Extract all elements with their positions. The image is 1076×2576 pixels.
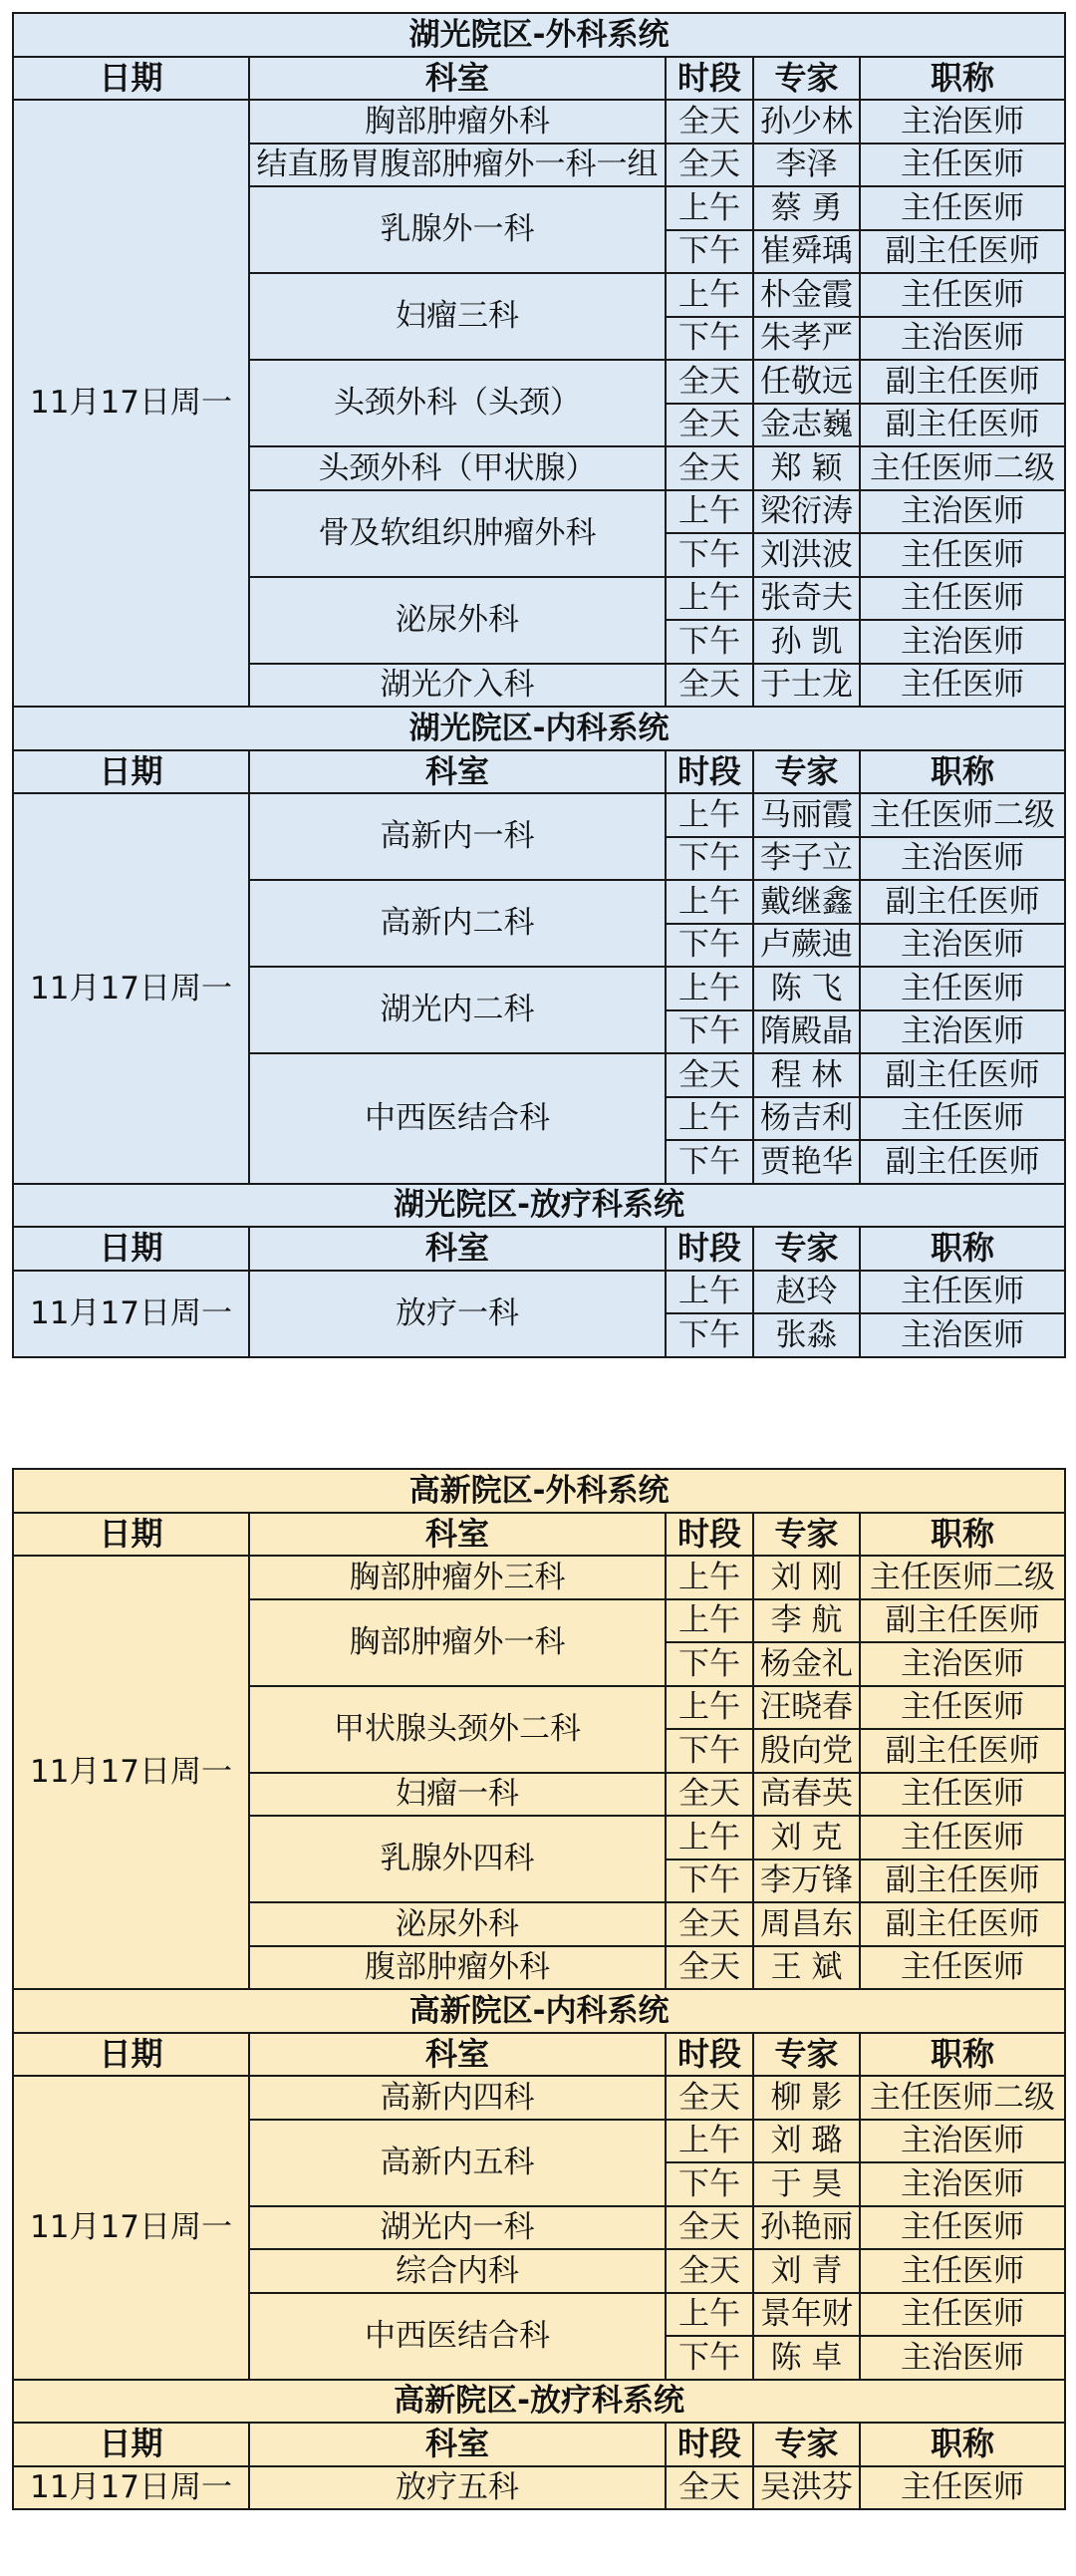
- date-cell: 11月17日周一: [13, 1556, 249, 1989]
- title-cell: 主任医师: [860, 273, 1065, 317]
- expert-cell: 程 林: [753, 1053, 860, 1097]
- period-cell: 上午: [666, 1816, 753, 1860]
- period-cell: 全天: [666, 2206, 753, 2250]
- title-cell: 主任医师: [860, 1271, 1065, 1314]
- column-header: 职称: [860, 2033, 1065, 2077]
- period-cell: 上午: [666, 2120, 753, 2163]
- period-cell: 全天: [666, 664, 753, 708]
- section-title-row: [13, 2380, 1065, 2424]
- expert-cell: 陈 飞: [753, 967, 860, 1010]
- date-cell: 11月17日周一: [13, 2466, 249, 2510]
- date-cell: 11月17日周一: [13, 2076, 249, 2380]
- period-cell: 上午: [666, 1599, 753, 1643]
- department-cell: 结直肠胃腹部肿瘤外一科一组: [249, 143, 666, 187]
- column-header: 专家: [753, 2423, 860, 2466]
- department-cell: 湖光内一科: [249, 2206, 666, 2250]
- department-cell: 胸部肿瘤外一科: [249, 1599, 666, 1686]
- department-cell: 头颈外科（甲状腺）: [249, 446, 666, 490]
- huguang-schedule-table: [12, 12, 1066, 1358]
- department-cell: 高新内一科: [249, 793, 666, 880]
- period-cell: 下午: [666, 2162, 753, 2206]
- department-cell: 放疗一科: [249, 1271, 666, 1357]
- table-header-row: [13, 2423, 1065, 2466]
- title-cell: 主任医师二级: [860, 2076, 1065, 2120]
- title-cell: 副主任医师: [860, 1860, 1065, 1903]
- column-header: 科室: [249, 750, 666, 794]
- section-title-row: [13, 1989, 1065, 2033]
- title-cell: 主治医师: [860, 490, 1065, 534]
- department-cell: 妇瘤一科: [249, 1773, 666, 1817]
- title-cell: 主任医师: [860, 1686, 1065, 1730]
- department-cell: 骨及软组织肿瘤外科: [249, 490, 666, 577]
- column-header: 科室: [249, 1513, 666, 1557]
- section-title: 湖光院区-放疗科系统: [13, 1184, 1065, 1228]
- column-header: 日期: [13, 1513, 249, 1557]
- expert-cell: 崔舜瑀: [753, 230, 860, 274]
- section-title: 湖光院区-内科系统: [13, 707, 1065, 750]
- column-header: 时段: [666, 2423, 753, 2466]
- expert-cell: 孙艳丽: [753, 2206, 860, 2250]
- title-cell: 主任医师: [860, 967, 1065, 1010]
- column-header: 专家: [753, 57, 860, 101]
- column-header: 科室: [249, 1227, 666, 1271]
- title-cell: 主任医师: [860, 577, 1065, 621]
- expert-cell: 李子立: [753, 837, 860, 881]
- expert-cell: 李万锋: [753, 1860, 860, 1903]
- expert-cell: 刘 刚: [753, 1556, 860, 1599]
- column-header: 日期: [13, 1227, 249, 1271]
- department-cell: 综合内科: [249, 2249, 666, 2293]
- expert-cell: 刘洪波: [753, 533, 860, 577]
- column-header: 职称: [860, 750, 1065, 794]
- gaoxin-campus-schedule: [12, 1468, 1064, 2510]
- title-cell: 副主任医师: [860, 1729, 1065, 1773]
- title-cell: 副主任医师: [860, 404, 1065, 447]
- expert-cell: 杨吉利: [753, 1097, 860, 1141]
- title-cell: 主任医师二级: [860, 793, 1065, 837]
- period-cell: 上午: [666, 967, 753, 1010]
- expert-cell: 隋殿晶: [753, 1010, 860, 1054]
- expert-cell: 张淼: [753, 1313, 860, 1357]
- department-cell: 胸部肿瘤外三科: [249, 1556, 666, 1599]
- period-cell: 全天: [666, 1773, 753, 1817]
- section-title: 高新院区-内科系统: [13, 1989, 1065, 2033]
- section-title: 高新院区-放疗科系统: [13, 2380, 1065, 2424]
- period-cell: 下午: [666, 924, 753, 968]
- expert-cell: 梁衍涛: [753, 490, 860, 534]
- department-cell: 妇瘤三科: [249, 273, 666, 360]
- title-cell: 主治医师: [860, 1642, 1065, 1686]
- table-row: [13, 2076, 1065, 2120]
- expert-cell: 朱孝严: [753, 317, 860, 361]
- title-cell: 主治医师: [860, 317, 1065, 361]
- title-cell: 主任医师二级: [860, 1556, 1065, 1599]
- table-header-row: [13, 1227, 1065, 1271]
- title-cell: 主任医师: [860, 2249, 1065, 2293]
- title-cell: 主任医师: [860, 2206, 1065, 2250]
- section-title-row: [13, 13, 1065, 57]
- title-cell: 主治医师: [860, 1313, 1065, 1357]
- period-cell: 下午: [666, 2336, 753, 2380]
- department-cell: 放疗五科: [249, 2466, 666, 2510]
- period-cell: 全天: [666, 1946, 753, 1990]
- period-cell: 下午: [666, 1642, 753, 1686]
- expert-cell: 戴继鑫: [753, 880, 860, 924]
- date-cell: 11月17日周一: [13, 100, 249, 707]
- section-title: 湖光院区-外科系统: [13, 13, 1065, 57]
- period-cell: 下午: [666, 1010, 753, 1054]
- title-cell: 副主任医师: [860, 230, 1065, 274]
- expert-cell: 蔡 勇: [753, 186, 860, 230]
- period-cell: 下午: [666, 837, 753, 881]
- expert-cell: 吴洪芬: [753, 2466, 860, 2510]
- expert-cell: 孙 凯: [753, 620, 860, 664]
- expert-cell: 赵玲: [753, 1271, 860, 1314]
- period-cell: 下午: [666, 620, 753, 664]
- table-row: [13, 100, 1065, 143]
- column-header: 时段: [666, 750, 753, 794]
- column-header: 科室: [249, 2423, 666, 2466]
- title-cell: 主任医师: [860, 186, 1065, 230]
- period-cell: 全天: [666, 1053, 753, 1097]
- column-header: 日期: [13, 57, 249, 101]
- column-header: 职称: [860, 57, 1065, 101]
- expert-cell: 于 昊: [753, 2162, 860, 2206]
- period-cell: 全天: [666, 446, 753, 490]
- column-header: 专家: [753, 1227, 860, 1271]
- title-cell: 主任医师: [860, 2293, 1065, 2337]
- table-header-row: [13, 1513, 1065, 1557]
- department-cell: 泌尿外科: [249, 577, 666, 664]
- department-cell: 泌尿外科: [249, 1902, 666, 1946]
- table-row: [13, 1556, 1065, 1599]
- department-cell: 高新内四科: [249, 2076, 666, 2120]
- title-cell: 主治医师: [860, 100, 1065, 143]
- date-cell: 11月17日周一: [13, 1271, 249, 1357]
- date-cell: 11月17日周一: [13, 793, 249, 1184]
- period-cell: 全天: [666, 360, 753, 404]
- expert-cell: 王 斌: [753, 1946, 860, 1990]
- title-cell: 主治医师: [860, 2162, 1065, 2206]
- department-cell: 高新内五科: [249, 2120, 666, 2206]
- expert-cell: 柳 影: [753, 2076, 860, 2120]
- period-cell: 下午: [666, 230, 753, 274]
- expert-cell: 李泽: [753, 143, 860, 187]
- period-cell: 上午: [666, 2293, 753, 2337]
- column-header: 专家: [753, 2033, 860, 2077]
- period-cell: 上午: [666, 793, 753, 837]
- period-cell: 全天: [666, 404, 753, 447]
- section-title: 高新院区-外科系统: [13, 1469, 1065, 1513]
- period-cell: 下午: [666, 533, 753, 577]
- huguang-campus-schedule: [12, 12, 1064, 1358]
- expert-cell: 任敬远: [753, 360, 860, 404]
- department-cell: 胸部肿瘤外科: [249, 100, 666, 143]
- title-cell: 主任医师二级: [860, 446, 1065, 490]
- department-cell: 中西医结合科: [249, 1053, 666, 1184]
- title-cell: 副主任医师: [860, 880, 1065, 924]
- expert-cell: 李 航: [753, 1599, 860, 1643]
- period-cell: 全天: [666, 2249, 753, 2293]
- expert-cell: 于士龙: [753, 664, 860, 708]
- title-cell: 副主任医师: [860, 360, 1065, 404]
- period-cell: 上午: [666, 1556, 753, 1599]
- title-cell: 主任医师: [860, 1946, 1065, 1990]
- period-cell: 全天: [666, 1902, 753, 1946]
- column-header: 职称: [860, 1227, 1065, 1271]
- department-cell: 甲状腺头颈外二科: [249, 1686, 666, 1773]
- column-header: 科室: [249, 2033, 666, 2077]
- column-header: 专家: [753, 1513, 860, 1557]
- department-cell: 腹部肿瘤外科: [249, 1946, 666, 1990]
- period-cell: 上午: [666, 490, 753, 534]
- title-cell: 主任医师: [860, 664, 1065, 708]
- title-cell: 主任医师: [860, 1773, 1065, 1817]
- section-title-row: [13, 1469, 1065, 1513]
- period-cell: 全天: [666, 2466, 753, 2510]
- expert-cell: 高春英: [753, 1773, 860, 1817]
- title-cell: 主任医师: [860, 1816, 1065, 1860]
- period-cell: 下午: [666, 1729, 753, 1773]
- table-row: [13, 2466, 1065, 2510]
- title-cell: 主治医师: [860, 2120, 1065, 2163]
- department-cell: 高新内二科: [249, 880, 666, 967]
- column-header: 时段: [666, 1513, 753, 1557]
- period-cell: 上午: [666, 1097, 753, 1141]
- period-cell: 下午: [666, 317, 753, 361]
- expert-cell: 卢蕨迪: [753, 924, 860, 968]
- table-header-row: [13, 57, 1065, 101]
- title-cell: 副主任医师: [860, 1599, 1065, 1643]
- column-header: 日期: [13, 2033, 249, 2077]
- column-header: 日期: [13, 2423, 249, 2466]
- expert-cell: 孙少林: [753, 100, 860, 143]
- title-cell: 副主任医师: [860, 1902, 1065, 1946]
- section-title-row: [13, 1184, 1065, 1228]
- period-cell: 上午: [666, 186, 753, 230]
- section-title-row: [13, 707, 1065, 750]
- title-cell: 主治医师: [860, 2336, 1065, 2380]
- expert-cell: 周昌东: [753, 1902, 860, 1946]
- title-cell: 副主任医师: [860, 1053, 1065, 1097]
- title-cell: 主治医师: [860, 1010, 1065, 1054]
- title-cell: 主治医师: [860, 924, 1065, 968]
- column-header: 职称: [860, 1513, 1065, 1557]
- column-header: 专家: [753, 750, 860, 794]
- table-row: [13, 1271, 1065, 1314]
- title-cell: 主治医师: [860, 620, 1065, 664]
- department-cell: 湖光介入科: [249, 664, 666, 708]
- title-cell: 主任医师: [860, 2466, 1065, 2510]
- gaoxin-schedule-table: [12, 1468, 1066, 2510]
- expert-cell: 刘 青: [753, 2249, 860, 2293]
- department-cell: 乳腺外四科: [249, 1816, 666, 1902]
- expert-cell: 马丽霞: [753, 793, 860, 837]
- expert-cell: 汪晓春: [753, 1686, 860, 1730]
- expert-cell: 殷向党: [753, 1729, 860, 1773]
- expert-cell: 刘 璐: [753, 2120, 860, 2163]
- period-cell: 下午: [666, 1860, 753, 1903]
- period-cell: 上午: [666, 1686, 753, 1730]
- period-cell: 下午: [666, 1313, 753, 1357]
- title-cell: 主治医师: [860, 837, 1065, 881]
- table-header-row: [13, 750, 1065, 794]
- period-cell: 上午: [666, 1271, 753, 1314]
- period-cell: 全天: [666, 100, 753, 143]
- period-cell: 全天: [666, 2076, 753, 2120]
- column-header: 时段: [666, 57, 753, 101]
- department-cell: 湖光内二科: [249, 967, 666, 1053]
- period-cell: 全天: [666, 143, 753, 187]
- expert-cell: 贾艳华: [753, 1140, 860, 1184]
- title-cell: 主任医师: [860, 533, 1065, 577]
- column-header: 职称: [860, 2423, 1065, 2466]
- period-cell: 下午: [666, 1140, 753, 1184]
- period-cell: 上午: [666, 880, 753, 924]
- column-header: 日期: [13, 750, 249, 794]
- department-cell: 中西医结合科: [249, 2293, 666, 2380]
- period-cell: 上午: [666, 577, 753, 621]
- title-cell: 副主任医师: [860, 1140, 1065, 1184]
- expert-cell: 郑 颖: [753, 446, 860, 490]
- table-header-row: [13, 2033, 1065, 2077]
- expert-cell: 杨金礼: [753, 1642, 860, 1686]
- table-row: [13, 793, 1065, 837]
- expert-cell: 陈 卓: [753, 2336, 860, 2380]
- period-cell: 上午: [666, 273, 753, 317]
- expert-cell: 景年财: [753, 2293, 860, 2337]
- expert-cell: 刘 克: [753, 1816, 860, 1860]
- column-header: 时段: [666, 1227, 753, 1271]
- column-header: 科室: [249, 57, 666, 101]
- title-cell: 主任医师: [860, 143, 1065, 187]
- expert-cell: 朴金霞: [753, 273, 860, 317]
- department-cell: 乳腺外一科: [249, 186, 666, 273]
- department-cell: 头颈外科（头颈）: [249, 360, 666, 446]
- expert-cell: 张奇夫: [753, 577, 860, 621]
- column-header: 时段: [666, 2033, 753, 2077]
- title-cell: 主任医师: [860, 1097, 1065, 1141]
- expert-cell: 金志巍: [753, 404, 860, 447]
